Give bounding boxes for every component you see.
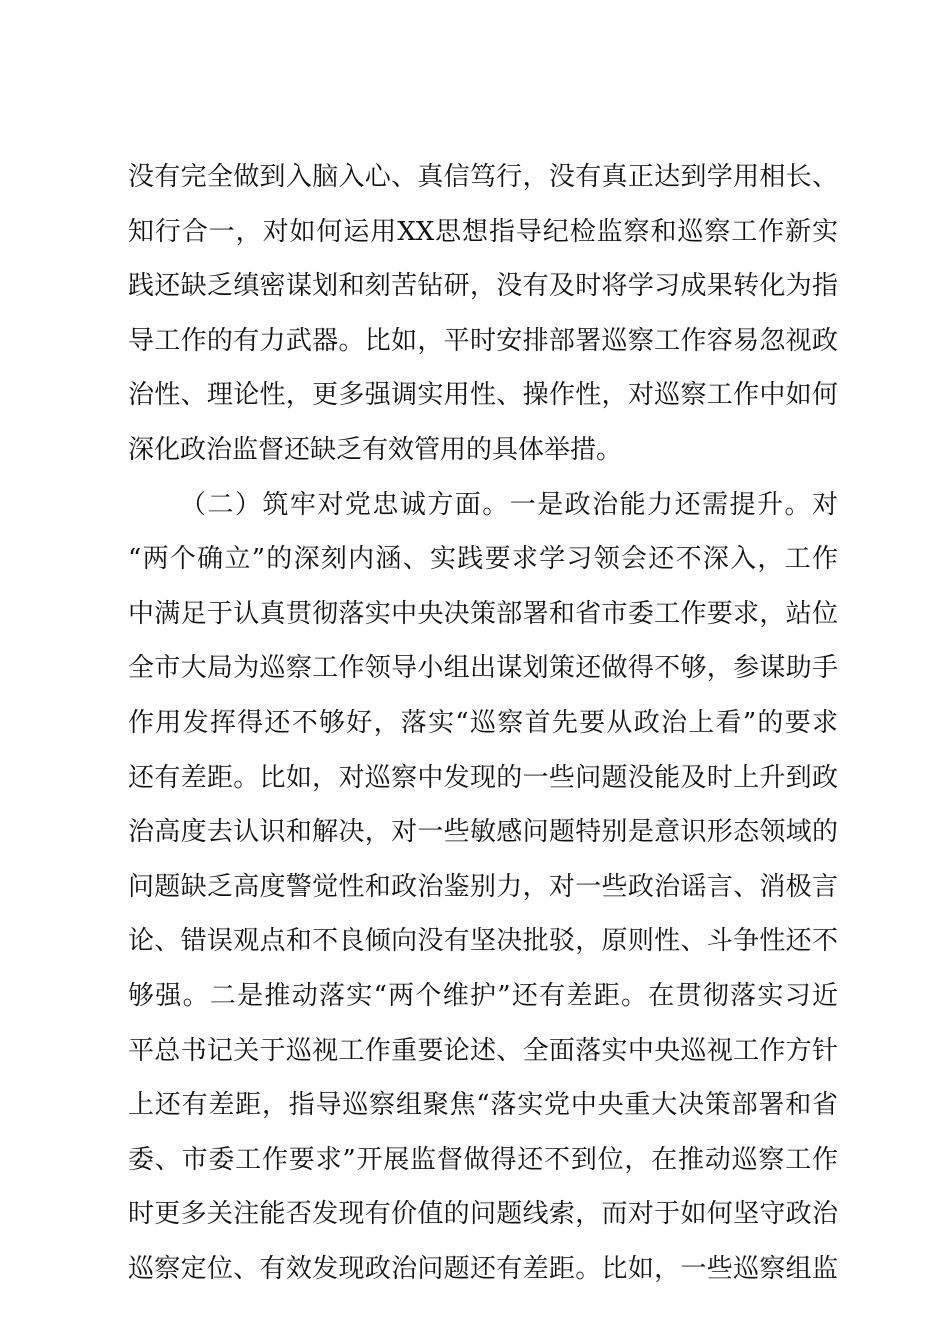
text-line: 全市大局为巡察工作领导小组出谋划策还做得不够，参谋助手 bbox=[128, 653, 838, 684]
text-line: 上还有差距，指导巡察组聚焦“落实党中央重大决策部署和省 bbox=[128, 1090, 838, 1121]
text-line: 导工作的有力武器。比如，平时安排部署巡察工作容易忽视政 bbox=[128, 325, 838, 356]
text-line: 作用发挥得还不够好，落实“巡察首先要从政治上看”的要求 bbox=[128, 707, 838, 738]
section-heading-line: （二）筑牢对党忠诚方面。一是政治能力还需提升。对 bbox=[180, 489, 838, 520]
text-line: 治高度去认识和解决，对一些敏感问题特别是意识形态领域的 bbox=[128, 817, 838, 848]
text-line: 还有差距。比如，对巡察中发现的一些问题没能及时上升到政 bbox=[128, 762, 838, 793]
text-line: 巡察定位、有效发现政治问题还有差距。比如，一些巡察组监 bbox=[128, 1253, 838, 1284]
text-line: 践还缺乏缜密谋划和刻苦钻研，没有及时将学习成果转化为指 bbox=[128, 271, 838, 302]
text-line: 委、市委工作要求”开展监督做得还不到位，在推动巡察工作 bbox=[128, 1144, 838, 1175]
body-text bbox=[128, 150, 838, 1296]
text-line: 知行合一，对如何运用XX思想指导纪检监察和巡察工作新实 bbox=[128, 216, 838, 247]
text-line: “两个确立”的深刻内涵、实践要求学习领会还不深入，工作 bbox=[128, 544, 838, 575]
text-line: 问题缺乏高度警觉性和政治鉴别力，对一些政治谣言、消极言 bbox=[128, 871, 838, 902]
text-line: 中满足于认真贯彻落实中央决策部署和省市委工作要求，站位 bbox=[128, 598, 838, 629]
text-line: 平总书记关于巡视工作重要论述、全面落实中央巡视工作方针 bbox=[128, 1035, 838, 1066]
text-line: 治性、理论性，更多强调实用性、操作性，对巡察工作中如何 bbox=[128, 380, 838, 411]
text-line: 没有完全做到入脑入心、真信笃行，没有真正达到学用相长、 bbox=[128, 162, 838, 192]
text-line: 深化政治监督还缺乏有效管用的具体举措。 bbox=[128, 434, 623, 465]
text-line: 论、错误观点和不良倾向没有坚决批驳，原则性、斗争性还不 bbox=[128, 926, 838, 957]
text-line: 够强。二是推动落实“两个维护”还有差距。在贯彻落实习近 bbox=[128, 980, 838, 1011]
text-line: 时更多关注能否发现有价值的问题线索，而对于如何坚守政治 bbox=[128, 1199, 838, 1230]
